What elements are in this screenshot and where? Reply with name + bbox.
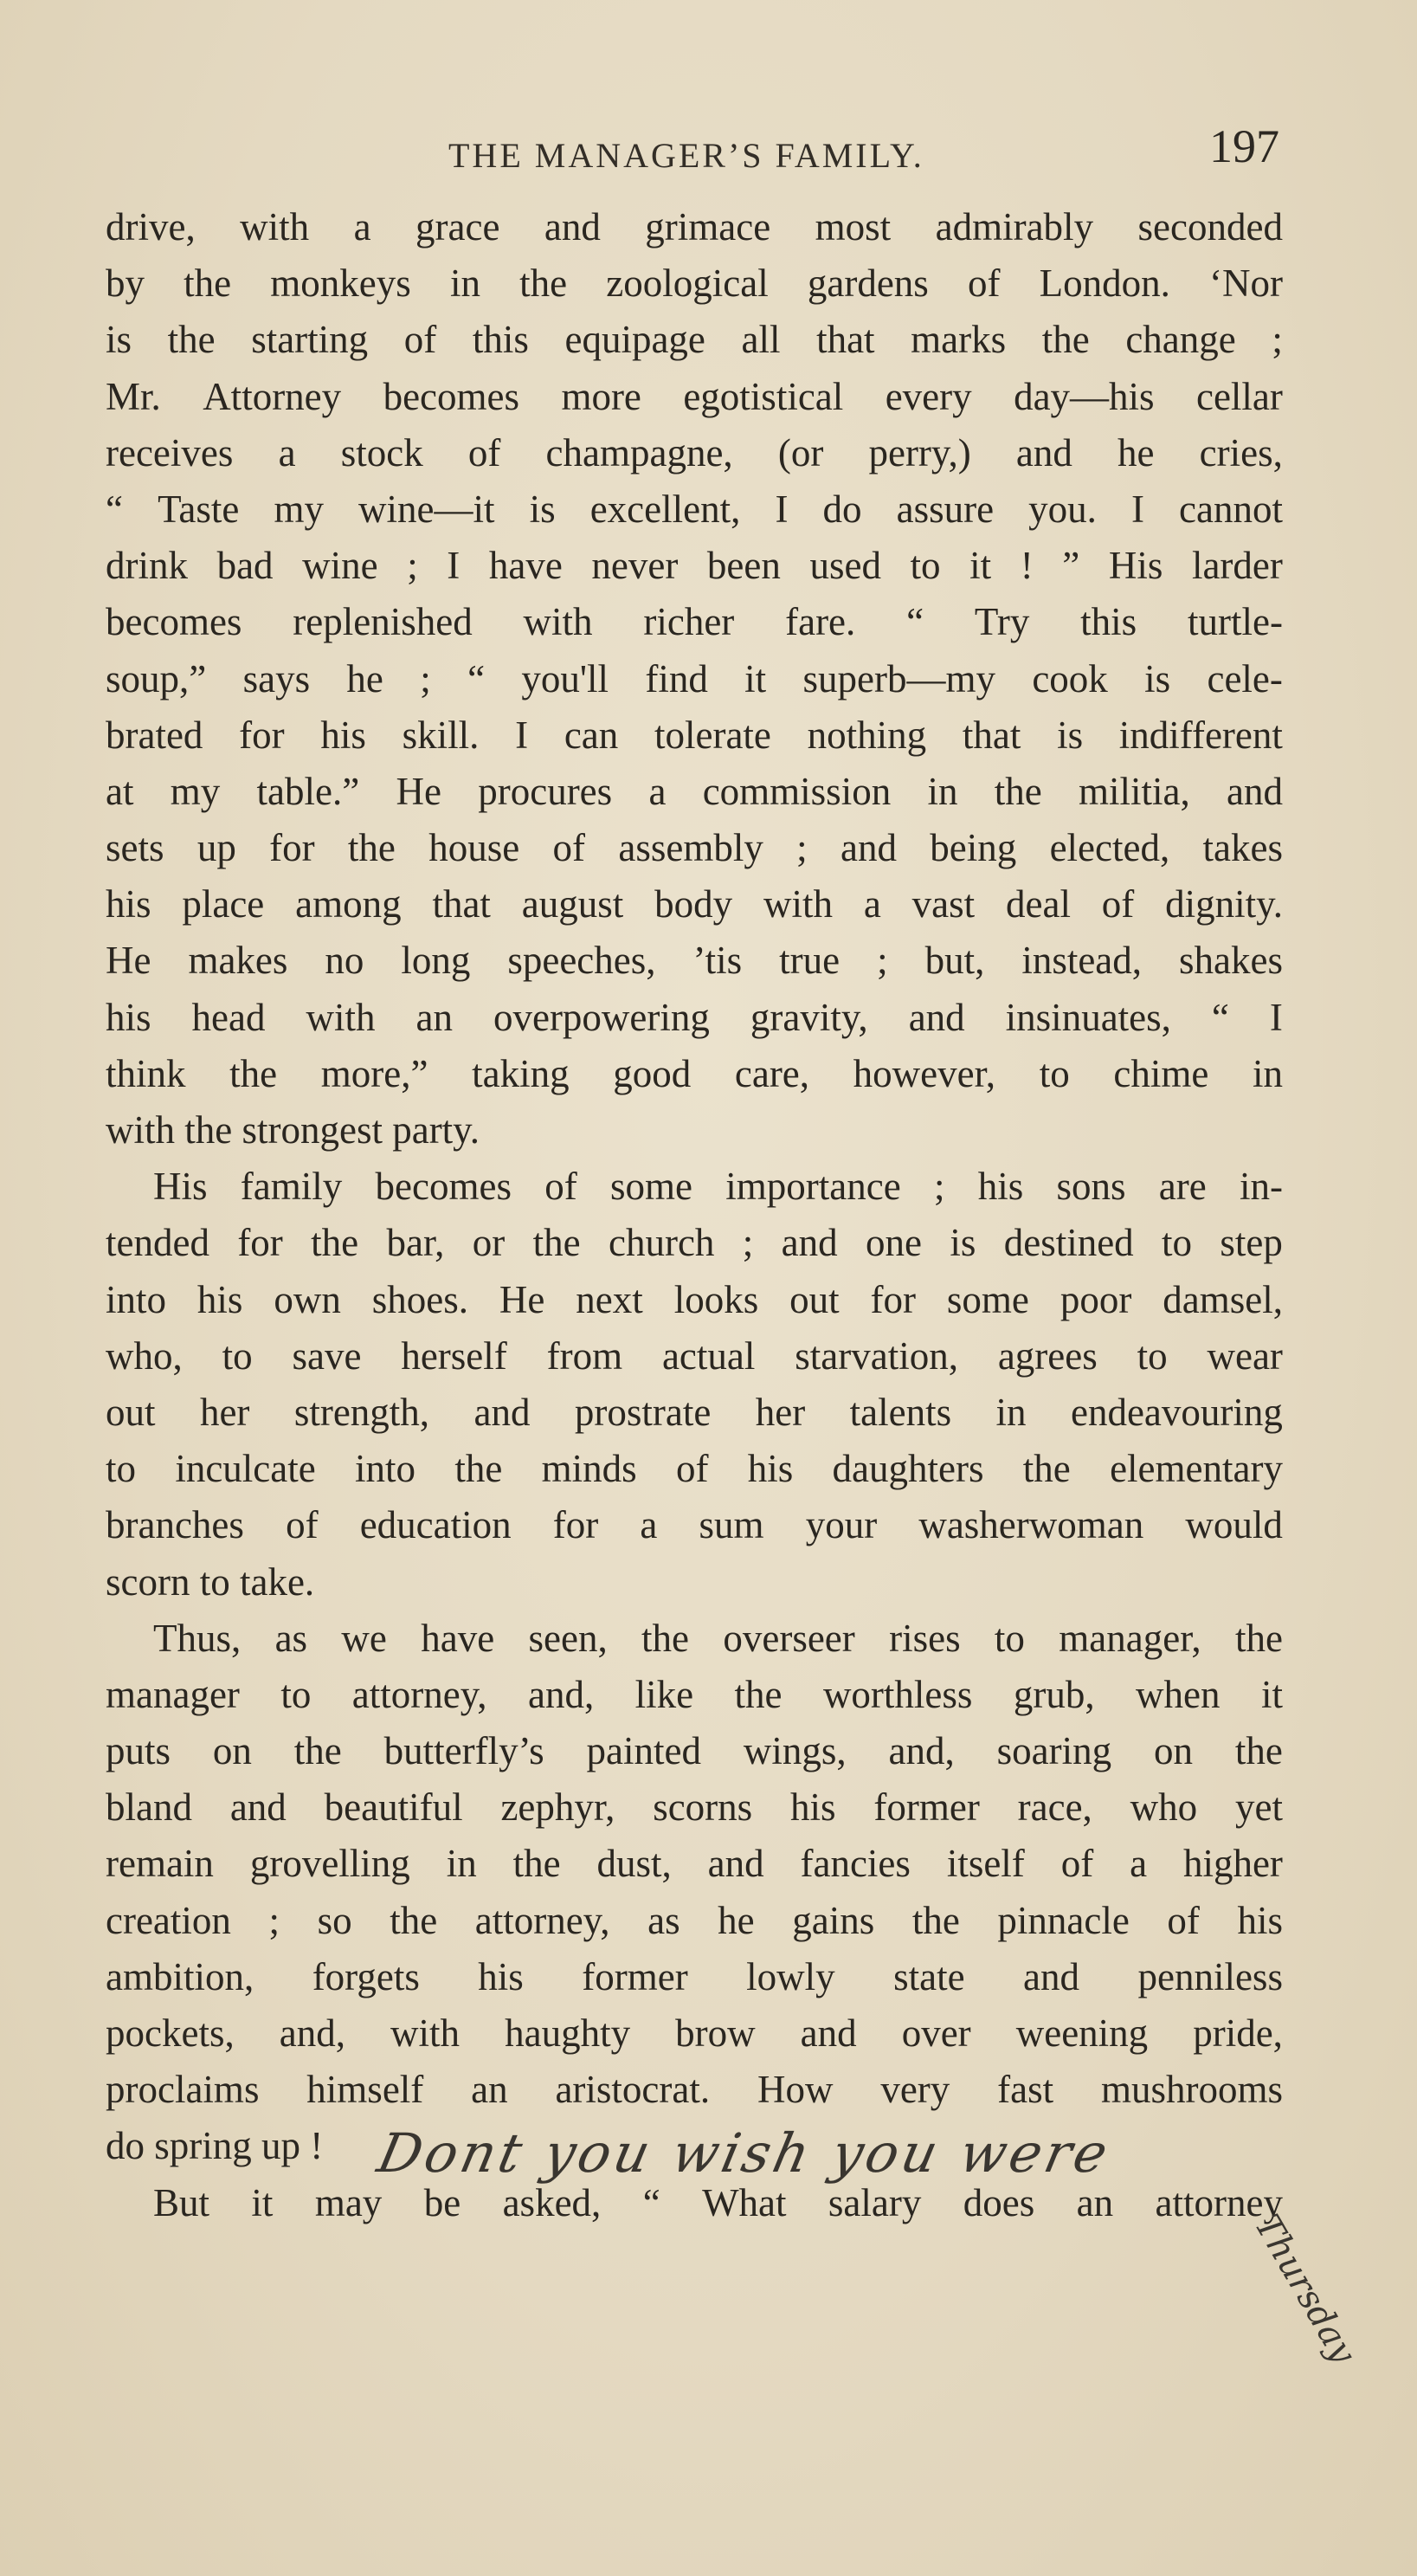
page-number: 197 xyxy=(1209,120,1279,172)
text-line: by the monkeys in the zoological gardens of London. ‘Nor xyxy=(106,261,1283,306)
text-line: drive, with a grace and grimace most admirably seconded xyxy=(106,205,1283,249)
text-line: drink bad wine ; I have never been used to it ! ” His larder xyxy=(106,544,1283,588)
text-line: But it may be asked, “ What salary does an attorney xyxy=(153,2180,1283,2224)
text-line: receives a stock of champagne, (or perry,) and he cries, xyxy=(106,430,1283,475)
text-line: his head with an overpowering gravity, and insinuates, “ I xyxy=(106,995,1283,1039)
text-line: “ Taste my wine—it is excellent, I do assure you. I cannot xyxy=(106,487,1283,531)
text-line: think the more,” taking good care, however, to chime in xyxy=(106,1051,1283,1095)
body-text xyxy=(106,199,1283,2231)
text-line: at my table.” He procures a commission in the militia, and xyxy=(106,769,1283,813)
text-line: Thus, as we have seen, the overseer rises to manager, the xyxy=(153,1616,1283,1660)
text-line: pockets, and, with haughty brow and over weening pride, xyxy=(106,2011,1283,2055)
text-line: do spring up ! xyxy=(106,2124,324,2168)
text-line: into his own shoes. He next looks out for some poor damsel, xyxy=(106,1277,1283,1321)
text-line: Mr. Attorney becomes more egotistical every day—his cellar xyxy=(106,374,1283,418)
text-line: branches of education for a sum your washerwoman would xyxy=(106,1503,1283,1547)
text-line: becomes replenished with richer fare. “ Try this turtle- xyxy=(106,600,1283,644)
text-line: brated for his skill. I can tolerate nothing that is indifferent xyxy=(106,713,1283,757)
text-line: sets up for the house of assembly ; and being elected, takes xyxy=(106,826,1283,870)
text-line: bland and beautiful zephyr, scorns his former race, who yet xyxy=(106,1785,1283,1830)
text-line: creation ; so the attorney, as he gains the pinnacle of his xyxy=(106,1898,1283,1942)
text-line: to inculcate into the minds of his daughters the elementary xyxy=(106,1447,1283,1491)
text-line: with the strongest party. xyxy=(106,1108,480,1152)
text-line: remain grovelling in the dust, and fancies itself of a higher xyxy=(106,1842,1283,1886)
text-line: scorn to take. xyxy=(106,1559,315,1604)
text-line: who, to save herself from actual starvation, agrees to wear xyxy=(106,1333,1283,1378)
text-line: manager to attorney, and, like the worthless grub, when it xyxy=(106,1672,1283,1716)
text-line: ambition, forgets his former lowly state and penniless xyxy=(106,1954,1283,1998)
text-line: proclaims himself an aristocrat. How very fast mushrooms xyxy=(106,2068,1283,2112)
handwritten-annotation: Dont you wish you were xyxy=(372,2121,1117,2185)
margin-handwriting xyxy=(1246,2208,1417,2576)
running-head: THE MANAGER’S FAMILY. xyxy=(448,136,924,175)
margin-handwriting-text: Thursday xyxy=(1246,2208,1363,2371)
text-line: his place among that august body with a vast deal of dignity. xyxy=(106,882,1283,926)
text-line: puts on the butterfly’s painted wings, and, soaring on the xyxy=(106,1729,1283,1773)
text-line: soup,” says he ; “ you'll find it superb—my cook is cele- xyxy=(106,656,1283,700)
text-line: tended for the bar, or the church ; and one is destined to step xyxy=(106,1221,1283,1265)
text-line: He makes no long speeches, ’tis true ; but, instead, shakes xyxy=(106,939,1283,983)
text-line: is the starting of this equipage all that marks the change ; xyxy=(106,318,1283,362)
page-header xyxy=(448,119,1279,180)
text-line: His family becomes of some importance ; his sons are in- xyxy=(153,1165,1283,1209)
text-line: out her strength, and prostrate her talents in endeavouring xyxy=(106,1390,1283,1434)
